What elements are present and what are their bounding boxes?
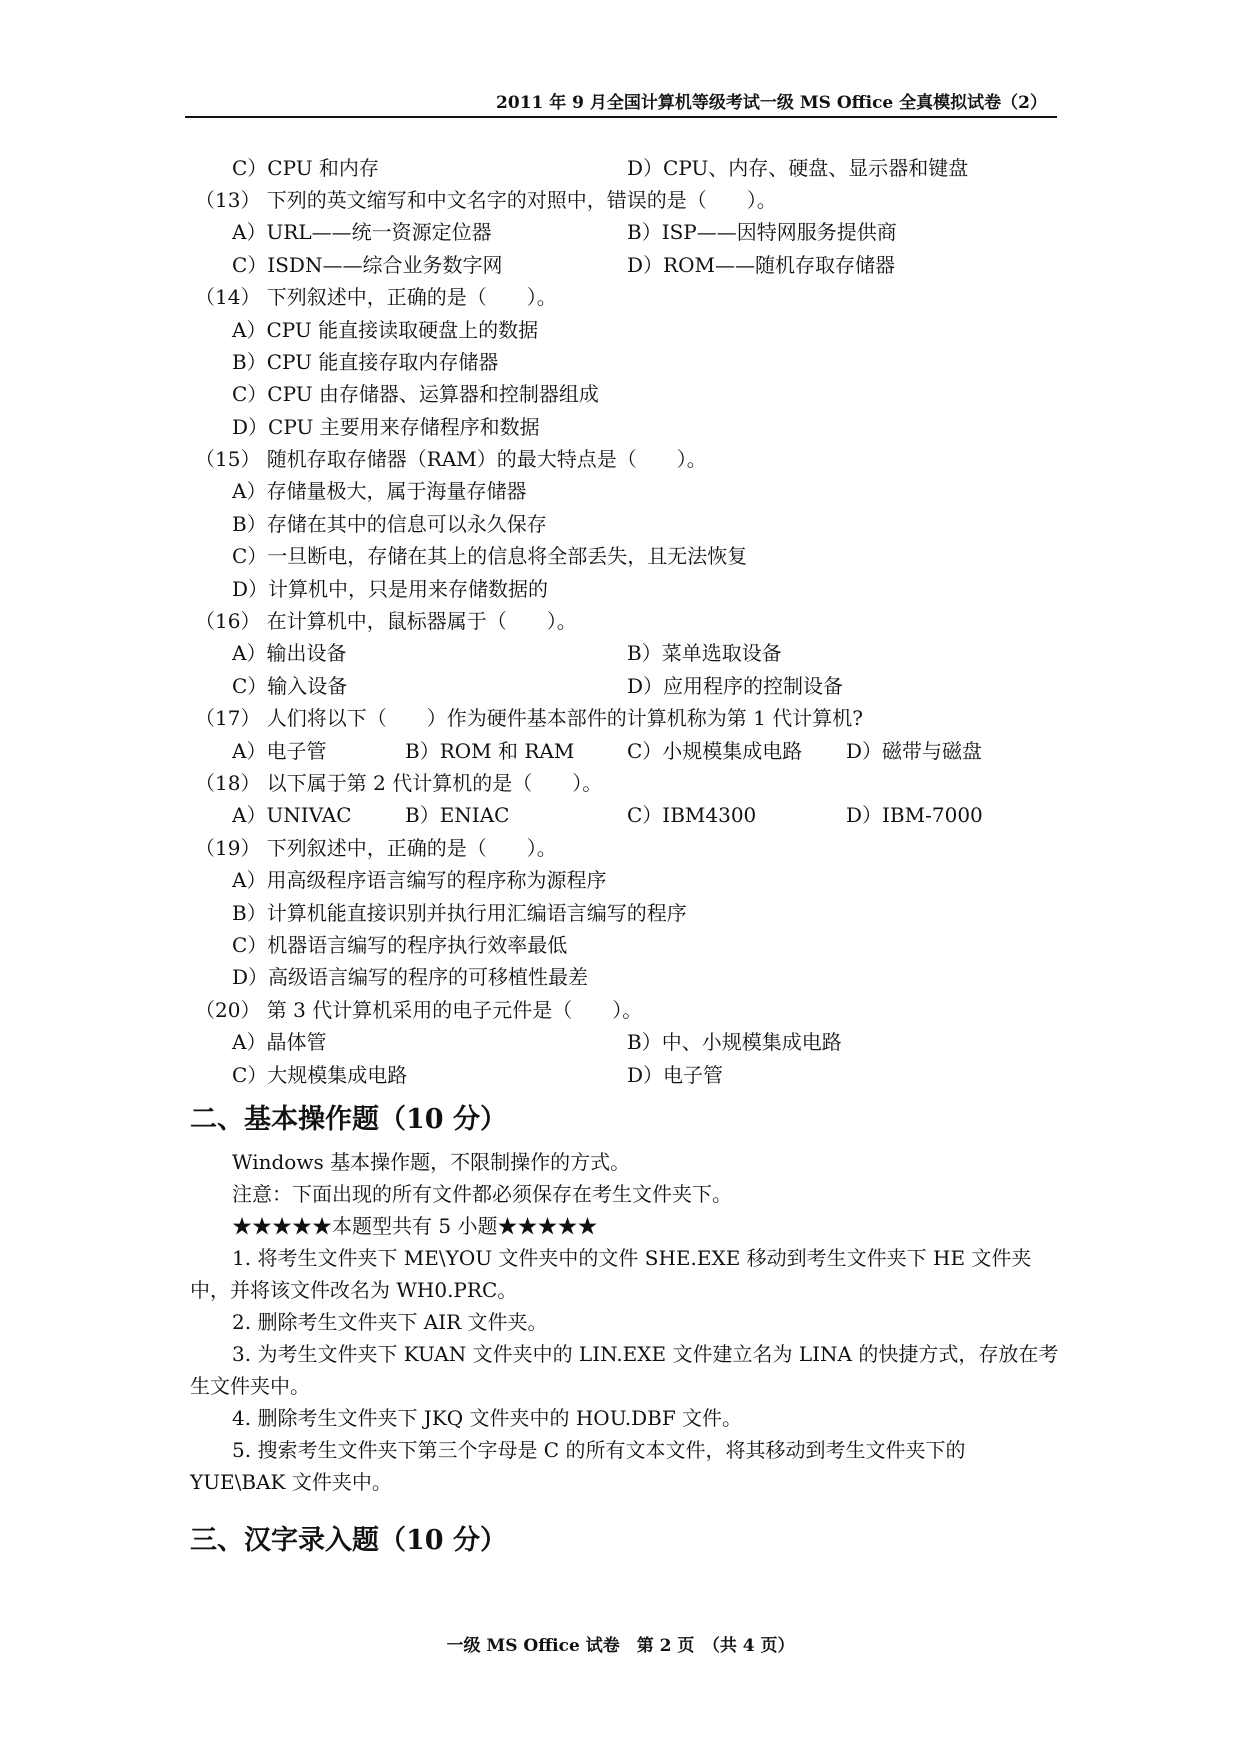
section-heading-basic-ops: 二、基本操作题（10 分） bbox=[190, 1104, 507, 1135]
answer-option: A）CPU 能直接读取硬盘上的数据 bbox=[232, 318, 539, 342]
answer-option: D）电子管 bbox=[627, 1063, 724, 1087]
answer-option: A）存储量极大，属于海量存储器 bbox=[232, 479, 527, 503]
answer-option: A）晶体管 bbox=[232, 1030, 327, 1054]
answer-option: D）应用程序的控制设备 bbox=[627, 674, 844, 698]
answer-option: C）一旦断电，存储在其上的信息将全部丢失，且无法恢复 bbox=[232, 544, 748, 568]
question-stem: （19） 下列叙述中，正确的是（ ）。 bbox=[195, 836, 557, 860]
answer-option: D）IBM-7000 bbox=[846, 803, 983, 827]
task-item: 2. 删除考生文件夹下 AIR 文件夹。 bbox=[232, 1310, 548, 1334]
answer-option: D）CPU、内存、硬盘、显示器和键盘 bbox=[627, 156, 969, 180]
answer-option: D）磁带与磁盘 bbox=[846, 739, 983, 763]
page-footer: 一级 MS Office 试卷 第 2 页 （共 4 页） bbox=[446, 1636, 795, 1656]
task-item: 3. 为考生文件夹下 KUAN 文件夹中的 LIN.EXE 文件建立名为 LINA 的快捷方式，存放在考生文件夹中。 bbox=[190, 1342, 1059, 1398]
question-stem: （20） 第 3 代计算机采用的电子元件是（ ）。 bbox=[195, 998, 643, 1022]
task-item: 4. 删除考生文件夹下 JKQ 文件夹中的 HOU.DBF 文件。 bbox=[232, 1406, 743, 1430]
question-stem: （18） 以下属于第 2 代计算机的是（ ）。 bbox=[195, 771, 603, 795]
question-stem: （17） 人们将以下（ ）作为硬件基本部件的计算机称为第 1 代计算机? bbox=[195, 706, 863, 730]
answer-option: A）UNIVAC bbox=[232, 803, 352, 827]
answer-option: D）ROM——随机存取存储器 bbox=[627, 253, 895, 277]
answer-option: D）计算机中，只是用来存储数据的 bbox=[232, 577, 549, 601]
answer-option: A）用高级程序语言编写的程序称为源程序 bbox=[232, 868, 607, 892]
answer-option: C）输入设备 bbox=[232, 674, 348, 698]
task-item: 1. 将考生文件夹下 ME\YOU 文件夹中的文件 SHE.EXE 移动到考生文件夹下 HE 文件夹中，并将该文件改名为 WH0.PRC。 bbox=[190, 1246, 1032, 1302]
paragraph: Windows 基本操作题，不限制操作的方式。 bbox=[232, 1150, 631, 1174]
answer-option: C）大规模集成电路 bbox=[232, 1063, 408, 1087]
answer-option: B）存储在其中的信息可以永久保存 bbox=[232, 512, 547, 536]
answer-option: C）ISDN——综合业务数字网 bbox=[232, 253, 503, 277]
answer-option: C）CPU 由存储器、运算器和控制器组成 bbox=[232, 382, 599, 406]
question-stem: （14） 下列叙述中，正确的是（ ）。 bbox=[195, 285, 557, 309]
answer-option: A）URL——统一资源定位器 bbox=[232, 220, 492, 244]
answer-option: B）ISP——因特网服务提供商 bbox=[627, 220, 897, 244]
task-item: 5. 搜索考生文件夹下第三个字母是 C 的所有文本文件，将其移动到考生文件夹下的 YUE\BAK 文件夹中。 bbox=[190, 1438, 966, 1494]
answer-option: C）小规模集成电路 bbox=[627, 739, 803, 763]
answer-option: A）电子管 bbox=[232, 739, 327, 763]
answer-option: D）CPU 主要用来存储程序和数据 bbox=[232, 415, 540, 439]
answer-option: B）ENIAC bbox=[405, 803, 510, 827]
answer-option: B）计算机能直接识别并执行用汇编语言编写的程序 bbox=[232, 901, 687, 925]
section-heading-typing: 三、汉字录入题（10 分） bbox=[190, 1525, 507, 1556]
page-header bbox=[185, 84, 1057, 118]
answer-option: B）CPU 能直接存取内存储器 bbox=[232, 350, 499, 374]
question-stem: （16） 在计算机中，鼠标器属于（ ）。 bbox=[195, 609, 577, 633]
answer-option: C）CPU 和内存 bbox=[232, 156, 379, 180]
paragraph: ★★★★★本题型共有 5 小题★★★★★ bbox=[232, 1214, 598, 1238]
answer-option: B）ROM 和 RAM bbox=[405, 739, 575, 763]
header-title: 2011 年 9 月全国计算机等级考试一级 MS Office 全真模拟试卷（2） bbox=[496, 93, 1047, 113]
paragraph: 注意：下面出现的所有文件都必须保存在考生文件夹下。 bbox=[232, 1182, 732, 1206]
answer-option: B）中、小规模集成电路 bbox=[627, 1030, 842, 1054]
question-stem: （13） 下列的英文缩写和中文名字的对照中，错误的是（ ）。 bbox=[195, 188, 777, 212]
answer-option: C）机器语言编写的程序执行效率最低 bbox=[232, 933, 568, 957]
answer-option: B）菜单选取设备 bbox=[627, 641, 782, 665]
question-stem: （15） 随机存取存储器（RAM）的最大特点是（ ）。 bbox=[195, 447, 707, 471]
answer-option: C）IBM4300 bbox=[627, 803, 757, 827]
answer-option: A）输出设备 bbox=[232, 641, 347, 665]
answer-option: D）高级语言编写的程序的可移植性最差 bbox=[232, 965, 589, 989]
